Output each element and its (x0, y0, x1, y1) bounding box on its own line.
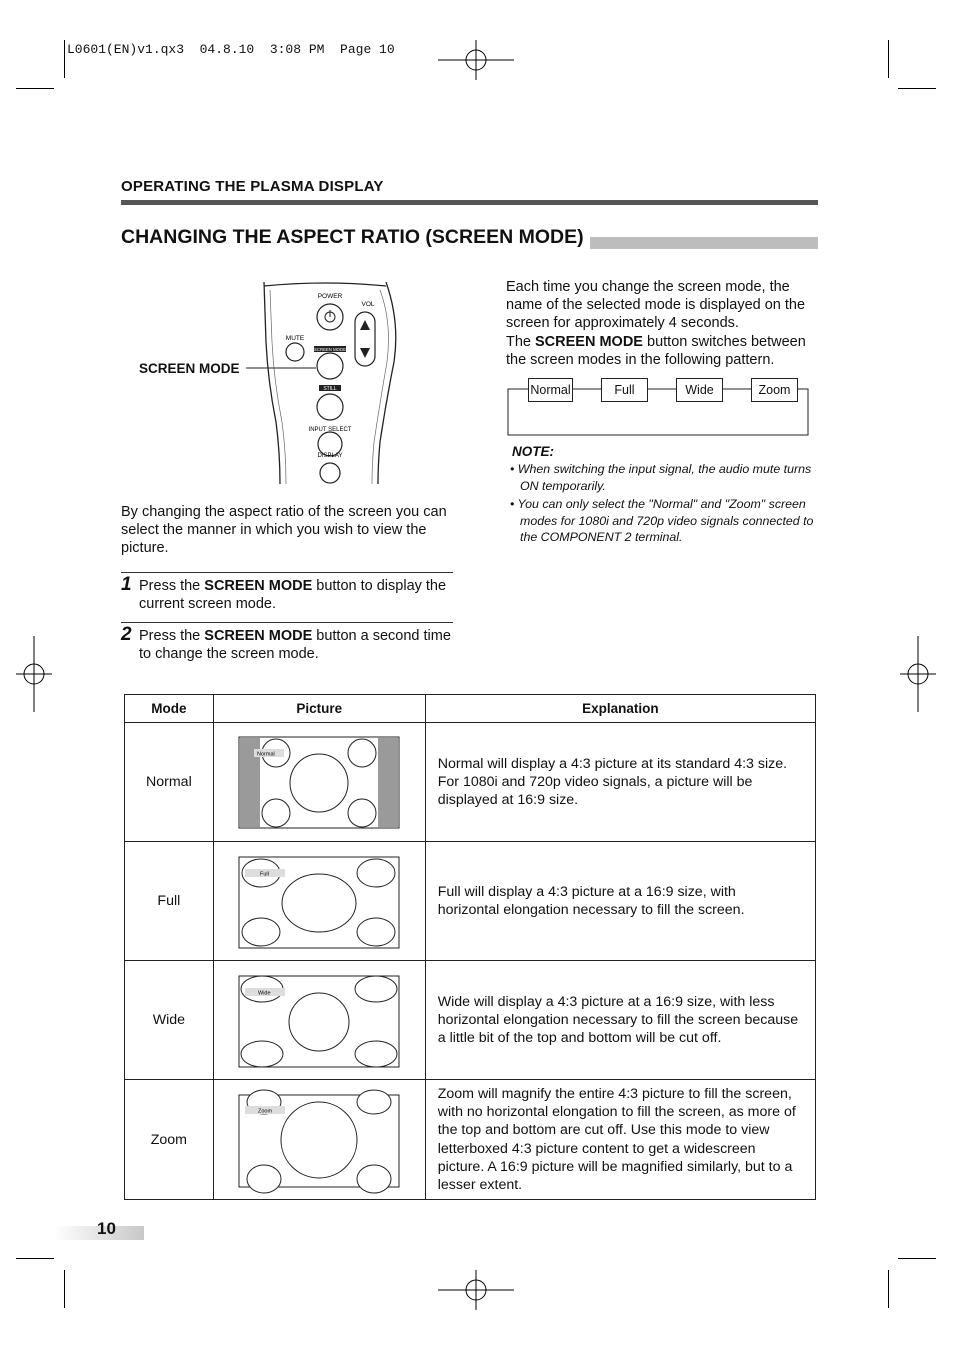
header-explanation: Explanation (425, 695, 815, 723)
header-rule (121, 200, 818, 205)
remote-vol-label: VOL (361, 301, 375, 308)
mode-normal: Normal (125, 723, 214, 842)
flow-box-wide: Wide (676, 378, 723, 402)
table-header-row (125, 695, 816, 723)
picture-full (213, 842, 425, 961)
remote-still-label: STILL (323, 386, 337, 392)
note-title: NOTE: (512, 444, 554, 459)
picture-label-normal: Normal (256, 751, 275, 758)
remote-mute-label: MUTE (285, 335, 305, 342)
right-para2-bold: SCREEN MODE (535, 333, 643, 350)
page-number: 10 (97, 1219, 116, 1238)
header-picture: Picture (213, 695, 425, 723)
flow-box-normal: Normal (528, 378, 573, 402)
table-row (125, 842, 816, 961)
remote-power-label: POWER (317, 293, 343, 300)
picture-wide (213, 961, 425, 1080)
right-paragraph-1: Each time you change the screen mode, the name of the selected mode is displayed on the screen for approximately 4 seconds. (506, 279, 806, 332)
right-paragraph (506, 278, 821, 369)
step-2-text (139, 627, 451, 663)
right-para2-post: button switches between the screen modes in the following pattern. (506, 333, 806, 368)
flow-box-full: Full (601, 378, 648, 402)
note-item-2: • You can only select the "Normal" and "Zoom" screen modes for 1080i and 720p video signals connected to the COMPONENT 2 terminal. (510, 497, 814, 545)
mode-wide: Wide (125, 961, 214, 1080)
picture-normal (213, 723, 425, 842)
page-title: CHANGING THE ASPECT RATIO (SCREEN MODE) (121, 225, 590, 249)
step-1-number: 1 (121, 574, 132, 595)
picture-label-wide: Wide (257, 990, 271, 997)
picture-label-full: Full (259, 871, 269, 878)
step-2-bold: SCREEN MODE (204, 628, 313, 644)
picture-zoom (213, 1080, 425, 1200)
step-1-text (139, 577, 451, 613)
explanation-wide: Wide will display a 4:3 picture at a 16:9 size, with less horizontal elongation necessary to fill the screen because a little bit of the top and bottom will be cut off. (425, 961, 815, 1080)
section-header: OPERATING THE PLASMA DISPLAY (121, 178, 384, 195)
step-1-bold: SCREEN MODE (204, 578, 313, 594)
explanation-full: Full will display a 4:3 picture at a 16:9 size, with horizontal elongation necessary to fill the screen. (425, 842, 815, 961)
explanation-normal: Normal will display a 4:3 picture at its standard 4:3 size. For 1080i and 720p video signals, a picture will be displayed at 16:9 size. (425, 723, 815, 842)
printer-slug: L0601(EN)v1.qx3 04.8.10 3:08 PM Page 10 (67, 42, 395, 57)
step-2-post: button a second time to change the screen mode. (139, 628, 451, 663)
screen-mode-callout: SCREEN MODE (139, 361, 240, 376)
table-row (125, 723, 816, 842)
step-divider (121, 572, 453, 573)
remote-screen-mode-key-label: SCREEN MODE (314, 347, 346, 352)
step-1-post: button to display the current screen mode. (139, 578, 447, 613)
mode-zoom: Zoom (125, 1080, 214, 1200)
step-2-number: 2 (121, 624, 132, 645)
screen-mode-table (124, 694, 816, 1200)
table-row (125, 1080, 816, 1200)
mode-full: Full (125, 842, 214, 961)
intro-paragraph: By changing the aspect ratio of the screen you can select the manner in which you wish to view the picture. (121, 504, 447, 557)
remote-illustration (240, 282, 410, 484)
step-divider (121, 622, 453, 623)
right-para2-pre: The (506, 333, 536, 350)
header-mode: Mode (125, 695, 214, 723)
explanation-zoom: Zoom will magnify the entire 4:3 picture to fill the screen, with no horizontal elongation to fill the screen, as more of the top and bottom are cut off. Use this mode to view letterboxed 4:3 picture content to get a widescreen picture. A 16:9 picture will be magnified similarly, but to a lesser extent. (425, 1080, 815, 1200)
remote-input-select-label: INPUT SELECT (308, 427, 352, 433)
picture-label-zoom: Zoom (257, 1108, 272, 1115)
remote-display-label: DISPLAY (317, 453, 343, 459)
step-2-pre: Press the (139, 628, 205, 644)
flow-box-zoom: Zoom (751, 378, 798, 402)
right-paragraph-2 (506, 333, 821, 369)
step-1-pre: Press the (139, 578, 205, 594)
note-item-1: • When switching the input signal, the audio mute turns ON temporarily. (510, 462, 812, 493)
table-row (125, 961, 816, 1080)
